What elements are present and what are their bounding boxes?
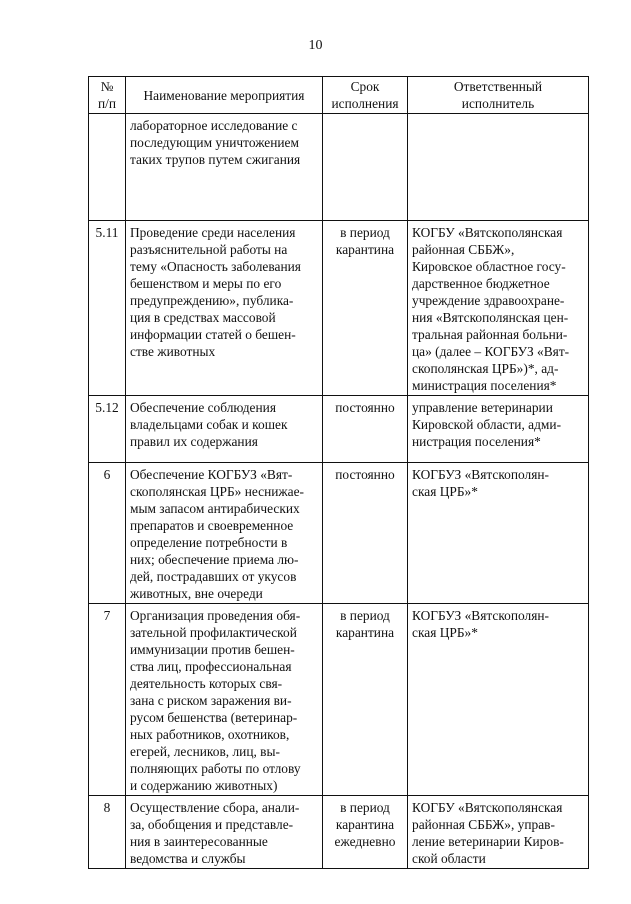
action-line: Проведение среди населения — [130, 225, 296, 240]
header-responsible-line: Ответственный — [453, 79, 543, 94]
action-line: бешенством и меры по его — [130, 276, 282, 291]
row-action — [126, 463, 323, 604]
table-row — [89, 463, 589, 604]
term-line: постоянно — [335, 400, 395, 415]
action-line: мым запасом антирабических — [130, 501, 300, 516]
term-line: ежедневно — [334, 834, 396, 849]
header-term — [323, 77, 408, 114]
responsible-line: ца» (далее – КОГБУЗ «Вят- — [412, 344, 570, 359]
action-line: ных работников, охотников, — [130, 727, 290, 742]
header-term-line: Срок — [350, 79, 380, 94]
action-line: них; обеспечение приема лю- — [130, 552, 299, 567]
responsible-line: скополянская ЦРБ»)*, ад- — [412, 361, 559, 376]
responsible-line: министрация поселения* — [412, 378, 557, 393]
action-line: Осуществление сбора, анали- — [130, 800, 300, 815]
row-action — [126, 114, 323, 221]
action-line: зана с риском заражения ви- — [130, 693, 292, 708]
action-line: тему «Опасность заболевания — [130, 259, 301, 274]
row-responsible — [408, 604, 589, 796]
term-line: в период — [340, 800, 390, 815]
responsible-line: ская ЦРБ»* — [412, 484, 478, 499]
row-term — [323, 604, 408, 796]
row-responsible — [408, 396, 589, 463]
row-num: 5.11 — [89, 221, 126, 396]
action-line: деятельность которых свя- — [130, 676, 283, 691]
responsible-line: районная СББЖ», управ- — [412, 817, 555, 832]
table-row — [89, 396, 589, 463]
header-responsible — [408, 77, 589, 114]
responsible-line: нистрация поселения* — [412, 434, 541, 449]
action-line: ведомства и службы — [130, 851, 246, 866]
action-line: Обеспечение КОГБУЗ «Вят- — [130, 467, 293, 482]
action-line: стве животных — [130, 344, 216, 359]
action-line: ства лиц, профессиональная — [130, 659, 292, 674]
term-line: постоянно — [335, 467, 395, 482]
responsible-line: дарственное бюджетное — [412, 276, 550, 291]
row-term — [323, 396, 408, 463]
responsible-line: ния «Вятскополянская цен- — [412, 310, 569, 325]
row-num: 7 — [89, 604, 126, 796]
responsible-line: КОГБУЗ «Вятскополян- — [412, 608, 550, 623]
action-line: иммунизации против бешен- — [130, 642, 295, 657]
row-action — [126, 604, 323, 796]
responsible-line: Кировской области, адми- — [412, 417, 562, 432]
row-term — [323, 796, 408, 869]
row-action — [126, 796, 323, 869]
action-line: информации статей о бешен- — [130, 327, 296, 342]
action-line: правил их содержания — [130, 434, 258, 449]
table-row — [89, 221, 589, 396]
row-responsible — [408, 463, 589, 604]
action-line: зательной профилактической — [130, 625, 297, 640]
page-number: 10 — [308, 38, 323, 53]
responsible-line: КОГБУ «Вятскополянская — [412, 800, 563, 815]
action-line: владельцами собак и кошек — [130, 417, 288, 432]
row-term — [323, 221, 408, 396]
row-num: 8 — [89, 796, 126, 869]
action-line: полняющих работы по отлову — [130, 761, 301, 776]
term-line: в период — [340, 608, 390, 623]
row-term — [323, 463, 408, 604]
action-line: разъяснительной работы на — [130, 242, 288, 257]
responsible-line: учреждение здравоохране- — [412, 293, 565, 308]
action-line: скополянская ЦРБ» неснижае- — [130, 484, 305, 499]
header-action — [126, 77, 323, 114]
action-line: предупреждению», публика- — [130, 293, 294, 308]
action-line: русом бешенства (ветеринар- — [130, 710, 298, 725]
responsible-line: ская ЦРБ»* — [412, 625, 478, 640]
action-line: лабораторное исследование с — [130, 118, 298, 133]
table-header-row — [89, 77, 589, 114]
action-line: таких трупов путем сжигания — [130, 152, 301, 167]
row-term — [323, 114, 408, 221]
row-num — [89, 114, 126, 221]
responsible-line: КОГБУЗ «Вятскополян- — [412, 467, 550, 482]
action-line: определение потребности в — [130, 535, 288, 550]
action-line: последующим уничтожением — [130, 135, 299, 150]
action-line: препаратов и своевременное — [130, 518, 294, 533]
action-line: ния в заинтересованные — [130, 834, 268, 849]
table-row — [89, 604, 589, 796]
table-row — [89, 114, 589, 221]
row-responsible — [408, 221, 589, 396]
row-responsible — [408, 796, 589, 869]
row-num: 5.12 — [89, 396, 126, 463]
responsible-line: районная СББЖ», — [412, 242, 515, 257]
row-num: 6 — [89, 463, 126, 604]
responsible-line: тральная районная больни- — [412, 327, 568, 342]
row-responsible — [408, 114, 589, 221]
header-num — [89, 77, 126, 114]
header-action-line: Наименование мероприятия — [143, 87, 305, 103]
action-line: Организация проведения обя- — [130, 608, 301, 623]
header-num-line: № — [100, 79, 114, 94]
responsible-line: ской области — [412, 851, 486, 866]
row-action — [126, 221, 323, 396]
action-line: ция в средствах массовой — [130, 310, 276, 325]
responsible-line: управление ветеринарии — [412, 400, 553, 415]
term-line: карантина — [335, 817, 395, 832]
action-line: за, обобщения и представле- — [130, 817, 294, 832]
header-responsible-line: исполнитель — [461, 96, 535, 111]
term-line: в период — [340, 225, 390, 240]
action-line: животных, вне очереди — [130, 586, 263, 601]
responsible-line: ление ветеринарии Киров- — [412, 834, 564, 849]
term-line: карантина — [335, 242, 395, 257]
header-term-line: исполнения — [331, 96, 399, 111]
table-row — [89, 796, 589, 869]
action-line: Обеспечение соблюдения — [130, 400, 276, 415]
action-line: и содержанию животных) — [130, 778, 278, 793]
measures-table — [88, 76, 589, 869]
action-line: дей, пострадавших от укусов — [130, 569, 297, 584]
row-action — [126, 396, 323, 463]
responsible-line: КОГБУ «Вятскополянская — [412, 225, 563, 240]
action-line: егерей, лесников, лиц, вы- — [130, 744, 280, 759]
term-line: карантина — [335, 625, 395, 640]
header-num-line: п/п — [97, 96, 117, 111]
responsible-line: Кировское областное госу- — [412, 259, 566, 274]
